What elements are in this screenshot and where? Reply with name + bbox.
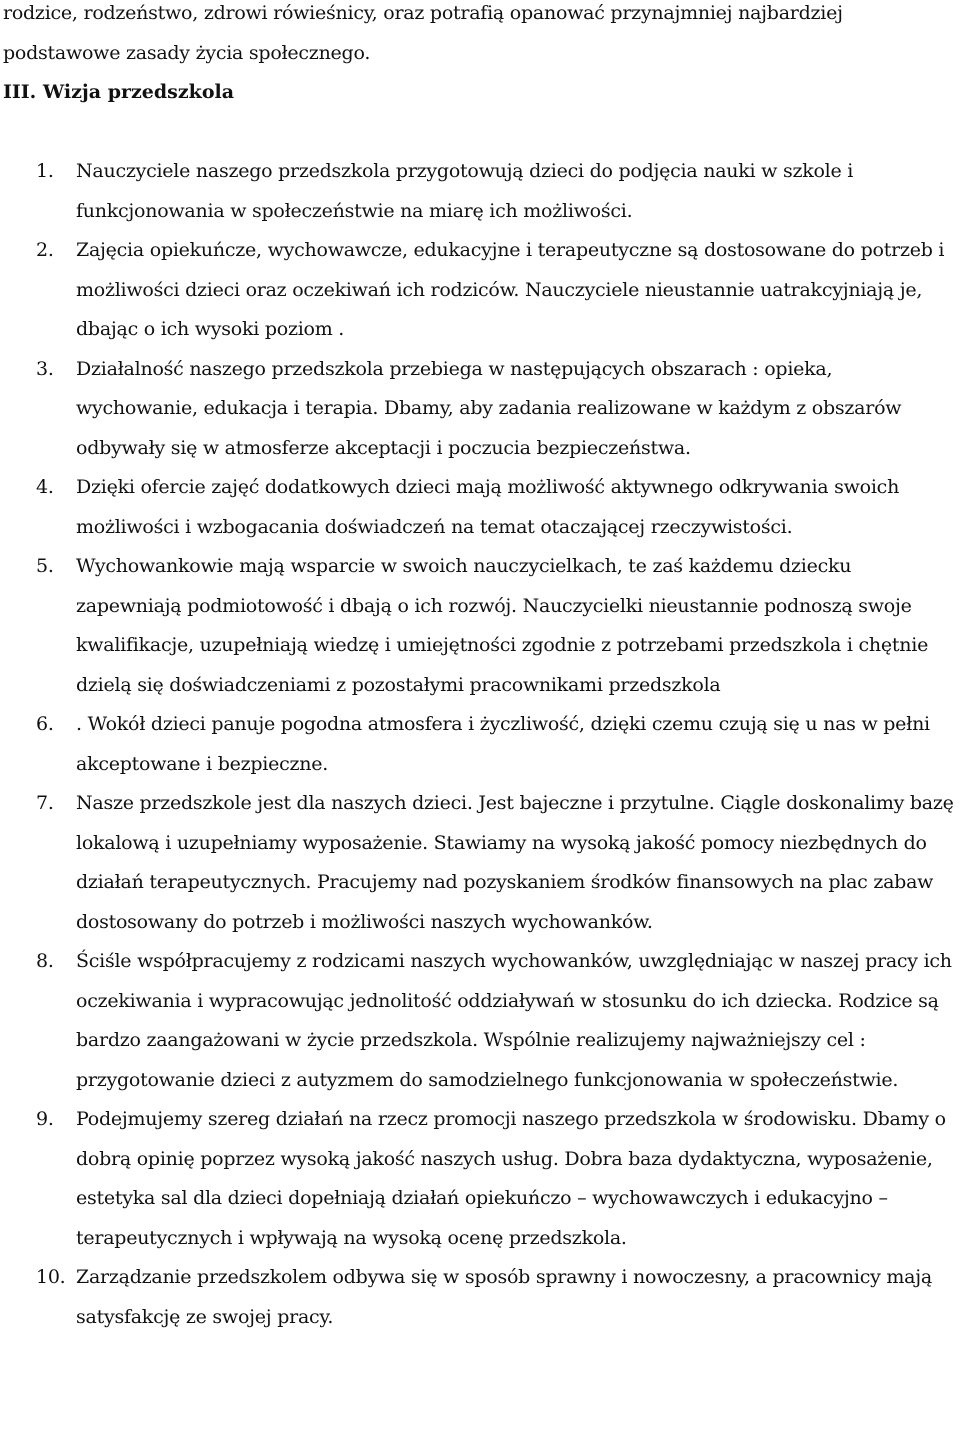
item-text: Nauczyciele naszego przedszkola przygotowują dzieci do podjęcia nauki w szkole i funkcjonowania w społeczeństwie na miarę ich możliwości. — [76, 160, 854, 222]
item-text: Zajęcia opiekuńcze, wychowawcze, edukacyjne i terapeutyczne są dostosowane do potrzeb i możliwości dzieci oraz oczekiwań ich rodziców. Nauczyciele nieustannie uatrakcyjniają je, dbając o ich wysoki poziom . — [76, 239, 945, 340]
item-text: . Wokół dzieci panuje pogodna atmosfera i życzliwość, dzięki czemu czują się u nas w pełni akceptowane i bezpieczne. — [76, 713, 930, 775]
list-item — [0, 705, 960, 784]
item-number: 3. — [36, 357, 54, 380]
item-number: 7. — [36, 792, 54, 814]
list-item — [0, 1100, 960, 1258]
item-number: 6. — [36, 713, 54, 735]
list-item — [0, 231, 960, 350]
item-text: Ściśle współpracujemy z rodzicami naszych wychowanków, uwzględniając w naszej pracy ich oczekiwania i wypracowując jednolitość oddziaływań w stosunku do ich dziecka. Rodzice są bardzo zaangażowani w życie przedszkola. Wspólnie realizujemy najważniejszy cel : przygotowanie dzieci z autyzmem do samodzielnego funkcjonowania w społeczeństwie. — [76, 950, 952, 1091]
item-number: 9. — [36, 1108, 54, 1130]
item-number: 2. — [36, 239, 54, 261]
item-number: 4. — [36, 476, 54, 498]
item-number: 8. — [36, 950, 54, 972]
item-text: Wychowankowie mają wsparcie w swoich nauczycielkach, te zaś każdemu dziecku zapewniają podmiotowość i dbają o ich rozwój. Nauczycielki nieustannie podnoszą swoje kwalifikacje, uzupełniają wiedzę i umiejętności zgodnie z potrzebami przedszkola i chętnie dzielą się doświadczeniami z pozostałymi pracownikami przedszkola — [76, 555, 929, 696]
list-item — [0, 942, 960, 1100]
vision-list — [0, 152, 960, 1337]
intro-paragraph: rodzice, rodzeństwo, zdrowi rówieśnicy, oraz potrafią opanować przynajmniej najbardziej podstawowe zasady życia społecznego. — [3, 2, 843, 64]
item-text: Dzięki ofercie zajęć dodatkowych dzieci mają możliwość aktywnego odkrywania swoich możliwości i wzbogacania doświadczeń na temat otaczającej rzeczywistości. — [76, 476, 900, 538]
list-item — [0, 784, 960, 942]
item-number: 1. — [36, 160, 54, 182]
item-number: 10. — [36, 1266, 66, 1288]
section-heading: III. Wizja przedszkola — [3, 81, 235, 103]
item-text: Zarządzanie przedszkolem odbywa się w sposób sprawny i nowoczesny, a pracownicy mają satysfakcję ze swojej pracy. — [76, 1266, 932, 1328]
list-item — [0, 152, 960, 231]
list-item — [0, 350, 960, 469]
list-item — [0, 468, 960, 547]
item-text: Podejmujemy szereg działań na rzecz promocji naszego przedszkola w środowisku. Dbamy o dobrą opinię poprzez wysoką jakość naszych usług. Dobra baza dydaktyczna, wyposażenie, estetyka sal dla dzieci dopełniają działań opiekuńczo – wychowawczych i edukacyjno – terapeutycznych i wpływają na wysoką ocenę przedszkola. — [76, 1108, 946, 1249]
item-number: 5. — [36, 555, 54, 577]
blank-line — [0, 113, 960, 153]
list-item — [0, 1258, 960, 1337]
item-text: Działalność naszego przedszkola przebiega w następujących obszarach : opieka, wychowanie, edukacja i terapia. Dbamy, aby zadania realizowane w każdym z obszarów odbywały się w atmosferze akceptacji i poczucia bezpieczeństwa. — [76, 357, 902, 459]
item-text: Nasze przedszkole jest dla naszych dzieci. Jest bajeczne i przytulne. Ciągle doskonalimy bazę lokalową i uzupełniamy wyposażenie. Stawiamy na wysoką jakość pomocy niezbędnych do działań terapeutycznych. Pracujemy nad pozyskaniem środków finansowych na plac zabaw dostosowany do potrzeb i możliwości naszych wychowanków. — [76, 792, 954, 933]
list-item — [0, 547, 960, 705]
